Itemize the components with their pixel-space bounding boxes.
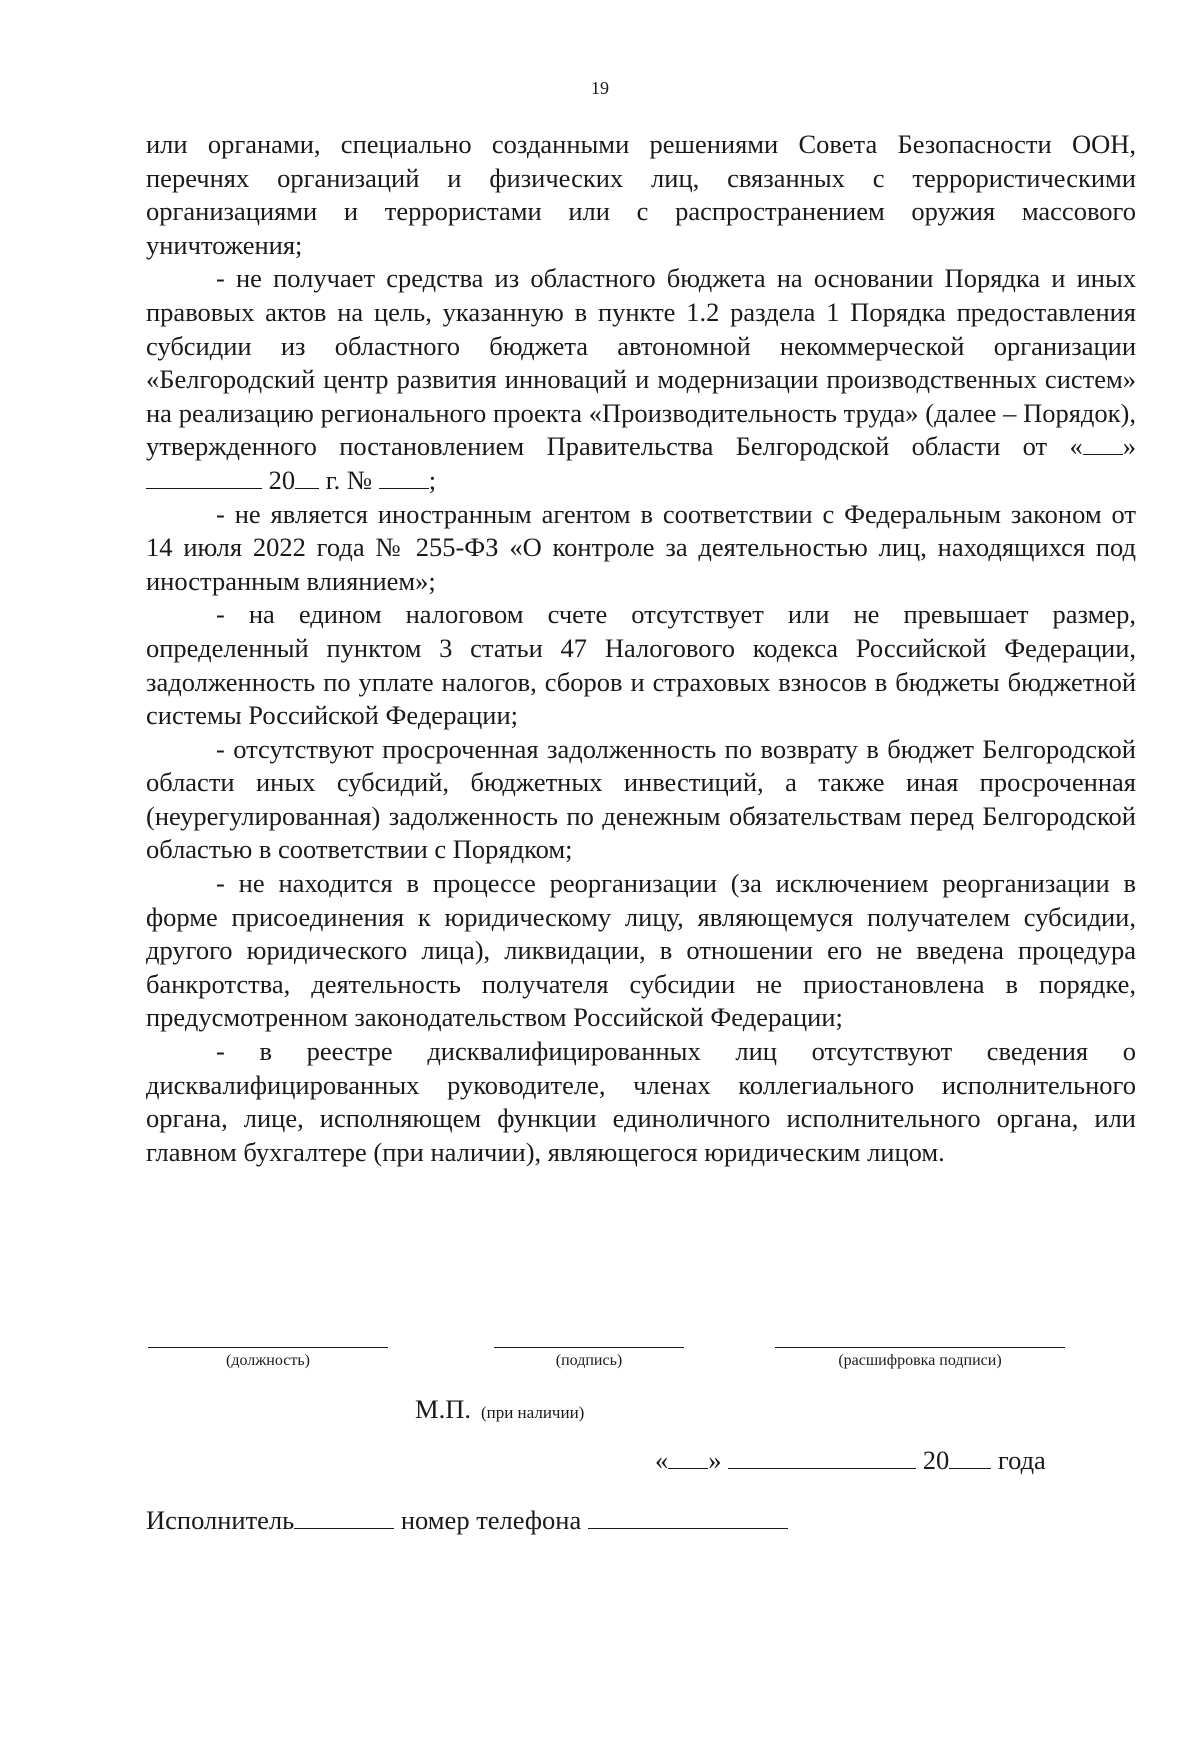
phone-label: номер телефона xyxy=(400,1505,582,1535)
executor-blank xyxy=(294,1504,394,1529)
position-caption: (должность) xyxy=(226,1352,310,1369)
signature-line xyxy=(494,1347,684,1348)
date-year-prefix: 20 xyxy=(922,1445,950,1475)
paragraph-disqualified-registry: - в реестре дисквалифицированных лиц отсутствуют сведения о дисквалифицированных руководителе, членах коллегиального исполнительного органа, лице, исполняющем функции единоличного исполнительного органа, или главном бухгалтере (при наличии), являющегося юридическим лицом. xyxy=(146,1036,1136,1167)
phone-blank xyxy=(588,1504,788,1529)
executor-label: Исполнитель xyxy=(146,1505,295,1535)
paragraph-tail: 20 xyxy=(262,464,296,495)
paragraph-overdue-debt: - отсутствуют просроченная задолженность по возврату в бюджет Белгородской области иных субсидий, бюджетных инвестиций, а также иная просроченная (неурегулированная) задолженность по денежным обязательствам перед Белгородской областью в соответствии с Порядком; xyxy=(146,733,1136,865)
stamp-label xyxy=(415,1394,584,1425)
stamp-note: (при наличии) xyxy=(480,1403,585,1422)
date-year-suffix: года xyxy=(997,1445,1046,1475)
date-month-blank xyxy=(728,1444,916,1469)
paragraph-tax-account: - на едином налоговом счете отсутствует или не превышает размер, определенный пунктом 3 статьи 47 Налогового кодекса Российской Федерации, задолженность по уплате налогов, сборов и страховых взносов в бюджеты бюджетной системы Российской Федерации; xyxy=(146,599,1136,731)
decode-line xyxy=(775,1347,1065,1348)
paragraph-tail: г. № xyxy=(319,464,379,495)
page-number: 19 xyxy=(591,78,609,98)
stamp-text: М.П. xyxy=(415,1394,471,1424)
paragraph-tail: » xyxy=(1122,431,1136,462)
position-line xyxy=(148,1347,388,1348)
date-day-blank xyxy=(668,1444,708,1469)
paragraph-continuation: или органами, специально созданными решениями Совета Безопасности ООН, перечнях организаций и физических лиц, связанных с террористическими организациями и террористами или с распространением оружия массового уничтожения; xyxy=(146,129,1136,260)
paragraph-foreign-agent: - не является иностранным агентом в соответствии с Федеральным законом от 14 июля 2022 года № 255-ФЗ «О контроле за деятельностью лиц, находящихся под иностранным влиянием»; xyxy=(146,498,1136,596)
executor-line xyxy=(146,1504,788,1536)
signature-caption: (подпись) xyxy=(555,1352,623,1369)
paragraph-reorganization: - не находится в процессе реорганизации (за исключением реорганизации в форме присоединения к юридическому лицу, являющемуся получателем субсидии, другого юридического лица), ликвидации, в отношении его не введена процедура банкротства, деятельность получателя субсидии не приостановлена в порядке, предусмотренном законодательством Российской Федерации; xyxy=(146,868,1136,1033)
date-line xyxy=(655,1444,1046,1476)
paragraph-text: - не получает средства из областного бюджета на основании Порядка и иных правовых актов на цель, указанную в пункте 1.2 раздела 1 Порядка предоставления субсидии из областного бюджета автономной некоммерческой организации «Белгородский центр развития инноваций и модернизации производственных систем» на реализацию регионального проекта «Производительность труда» (далее – Порядок), утвержденного постановлением Правительства Белгородской области от « xyxy=(146,263,1136,462)
date-close-quote: » xyxy=(708,1445,722,1475)
paragraph-tail: ; xyxy=(428,464,437,495)
date-open-quote: « xyxy=(655,1445,669,1475)
date-year-blank xyxy=(949,1444,991,1469)
decode-caption: (расшифровка подписи) xyxy=(838,1352,1002,1369)
